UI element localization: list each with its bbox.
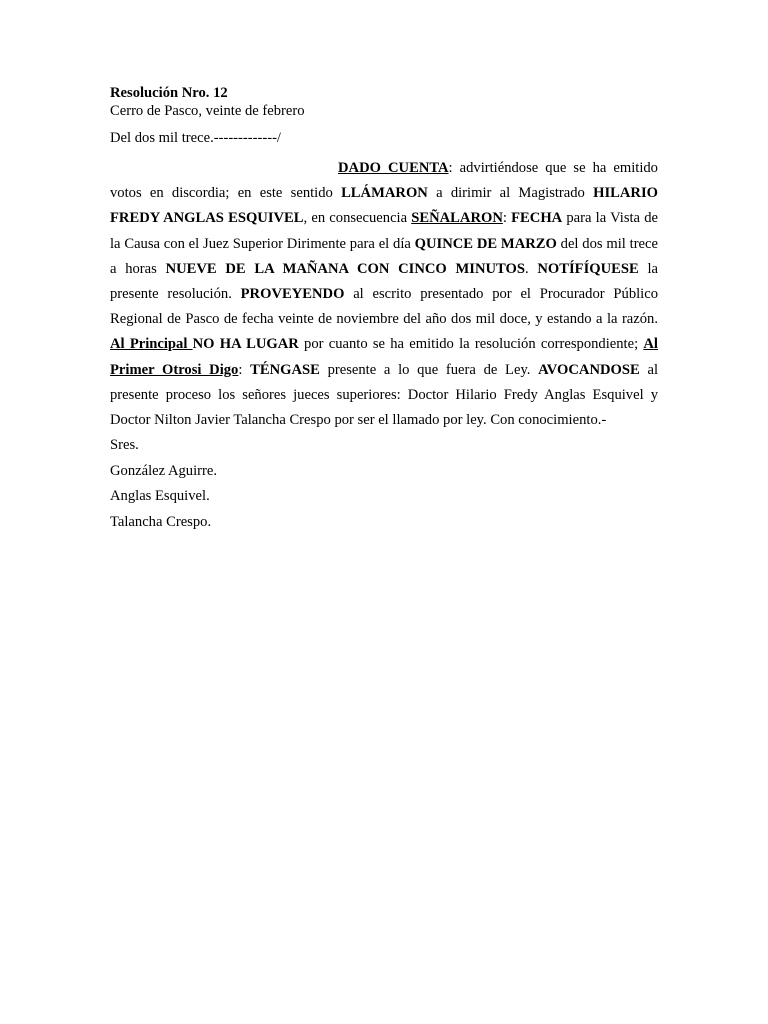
body-text: . <box>524 260 538 277</box>
magistrate-name-text: HILARIO FREDY ANGLAS ESQUIVEL <box>110 185 658 227</box>
body-text: : <box>238 361 251 378</box>
body-text: por cuanto se ha emitido la resolución correspondiente; <box>298 336 644 353</box>
primer-otrosi-text: Al Primer Otrosi Digo <box>110 336 658 378</box>
body-text: presente a lo que fuera de Ley. <box>319 361 539 378</box>
no-ha-lugar-text: NO HA LUGAR <box>192 336 299 353</box>
signature-name: González Aguirre. <box>110 462 217 479</box>
fecha-text: FECHA <box>511 210 563 227</box>
al-principal-text: Al Principal <box>110 336 193 353</box>
place-date-line: Cerro de Pasco, veinte de febrero <box>110 103 305 119</box>
resolution-body <box>110 156 658 433</box>
signature-block <box>110 433 658 535</box>
resolution-document <box>110 84 658 536</box>
signature-name: Anglas Esquivel. <box>110 488 210 505</box>
hearing-time-text: NUEVE DE LA MAÑANA CON CINCO MINUTOS <box>165 260 525 277</box>
signature-name: Talancha Crespo. <box>110 514 212 531</box>
body-text: para la Vista de la Causa con el Juez Superior Dirimente para el día <box>110 210 658 252</box>
notifiquese-text: NOTÍFÍQUESE <box>537 260 639 277</box>
body-text: , en consecuencia <box>303 210 412 227</box>
body-text: al escrito presentado por el Procurador Público Regional de Pasco de fecha veinte de noviembre del año dos mil doce, y estando a la razón. <box>110 286 658 328</box>
year-line: Del dos mil trece.-------------/ <box>110 130 281 146</box>
senalaron-text: SEÑALARON <box>411 210 503 227</box>
avocandose-text: AVOCANDOSE <box>538 361 640 378</box>
body-text: : <box>502 210 512 227</box>
tengase-text: TÉNGASE <box>250 361 320 378</box>
body-text: a dirimir al Magistrado <box>427 185 594 202</box>
signature-heading: Sres. <box>110 437 139 454</box>
body-text: la presente resolución. <box>110 260 659 303</box>
dado-cuenta-text: DADO CUENTA <box>338 160 449 176</box>
proveyendo-text: PROVEYENDO <box>240 286 345 303</box>
llamaron-text: LLÁMARON <box>341 185 428 202</box>
resolution-title: Resolución Nro. 12 <box>110 85 228 101</box>
hearing-date-text: QUINCE DE MARZO <box>414 235 557 252</box>
body-text: : advirtiéndose que se ha emitido votos en discordia; en este sentido <box>110 160 658 202</box>
body-text: del dos mil trece a horas <box>110 235 658 277</box>
body-text: al presente proceso los señores jueces superiores: Doctor Hilario Fredy Anglas Esquivel y Doctor Nilton Javier Talancha Crespo por ser el llamado por ley. Con conocimiento.- <box>110 361 659 429</box>
